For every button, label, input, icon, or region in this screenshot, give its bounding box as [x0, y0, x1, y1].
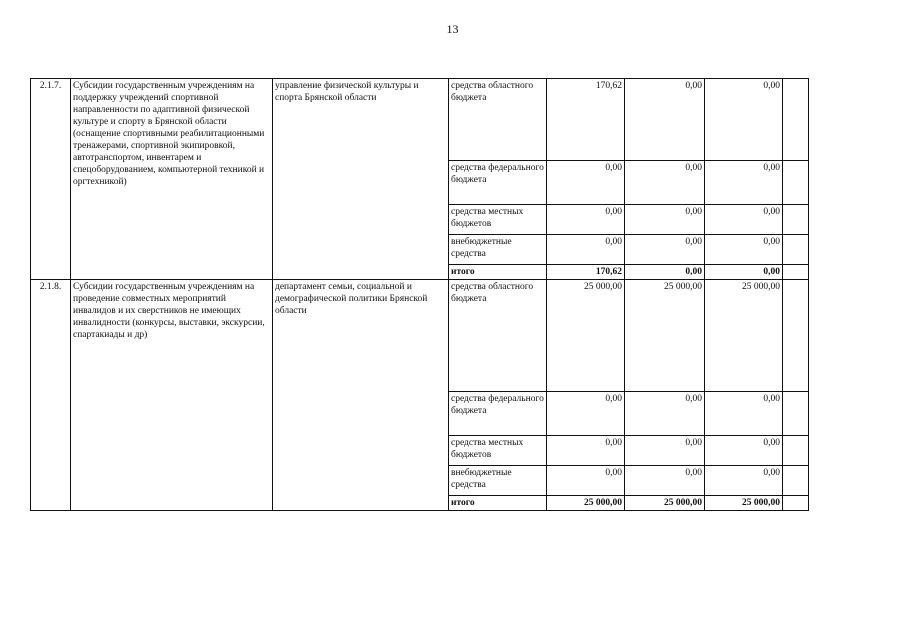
- funding-source-total: итого: [449, 496, 547, 511]
- row-code: 2.1.8.: [31, 280, 71, 511]
- empty-cell: [783, 265, 809, 280]
- value-year-1: 0,00: [547, 392, 625, 436]
- empty-cell: [783, 205, 809, 235]
- value-year-1: 0,00: [547, 205, 625, 235]
- total-year-1: 25 000,00: [547, 496, 625, 511]
- empty-cell: [783, 161, 809, 205]
- total-year-2: 25 000,00: [625, 496, 705, 511]
- page-number: 13: [446, 22, 459, 36]
- funding-source: внебюджетные средства: [449, 235, 547, 265]
- row-code: 2.1.7.: [31, 79, 71, 280]
- value-year-1: 0,00: [547, 161, 625, 205]
- value-year-2: 0,00: [625, 392, 705, 436]
- empty-cell: [783, 79, 809, 161]
- total-year-3: 25 000,00: [705, 496, 783, 511]
- value-year-2: 0,00: [625, 205, 705, 235]
- empty-cell: [783, 392, 809, 436]
- empty-cell: [783, 436, 809, 466]
- value-year-1: 170,62: [547, 79, 625, 161]
- value-year-2: 0,00: [625, 161, 705, 205]
- value-year-1: 0,00: [547, 235, 625, 265]
- value-year-2: 0,00: [625, 436, 705, 466]
- value-year-1: 25 000,00: [547, 280, 625, 392]
- value-year-2: 25 000,00: [625, 280, 705, 392]
- empty-cell: [783, 466, 809, 496]
- row-description: Субсидии государственным учреждениям на поддержку учреждений спортивной направленности по адаптивной физической культуре и спорту в Брянской области (оснащение спортивными реабилитационными тренажерами, спортивной экипировкой, автотранспортом, инвентарем и спецоборудованием, компьютерной техникой и оргтехникой): [71, 79, 273, 280]
- row-executor: департамент семьи, социальной и демографической политики Брянской области: [273, 280, 449, 511]
- total-year-1: 170,62: [547, 265, 625, 280]
- value-year-2: 0,00: [625, 466, 705, 496]
- funding-source: внебюджетные средства: [449, 466, 547, 496]
- empty-cell: [783, 496, 809, 511]
- value-year-3: 0,00: [705, 235, 783, 265]
- value-year-3: 0,00: [705, 436, 783, 466]
- funding-source-total: итого: [449, 265, 547, 280]
- value-year-2: 0,00: [625, 79, 705, 161]
- empty-cell: [783, 280, 809, 392]
- value-year-3: 25 000,00: [705, 280, 783, 392]
- funding-source: средства областного бюджета: [449, 79, 547, 161]
- funding-source: средства федерального бюджета: [449, 392, 547, 436]
- total-year-2: 0,00: [625, 265, 705, 280]
- value-year-3: 0,00: [705, 205, 783, 235]
- value-year-3: 0,00: [705, 79, 783, 161]
- table-row: [31, 79, 809, 161]
- funding-source: средства федерального бюджета: [449, 161, 547, 205]
- value-year-2: 0,00: [625, 235, 705, 265]
- row-description: Субсидии государственным учреждениям на проведение совместных мероприятий инвалидов и их сверстников не имеющих инвалидности (конкурсы, выставки, экскурсии, спартакиады и др): [71, 280, 273, 511]
- value-year-1: 0,00: [547, 436, 625, 466]
- total-year-3: 0,00: [705, 265, 783, 280]
- value-year-1: 0,00: [547, 466, 625, 496]
- budget-table: [30, 78, 809, 511]
- funding-source: средства местных бюджетов: [449, 205, 547, 235]
- table-row: [31, 280, 809, 392]
- row-executor: управление физической культуры и спорта Брянской области: [273, 79, 449, 280]
- value-year-3: 0,00: [705, 161, 783, 205]
- empty-cell: [783, 235, 809, 265]
- value-year-3: 0,00: [705, 392, 783, 436]
- funding-source: средства местных бюджетов: [449, 436, 547, 466]
- funding-source: средства областного бюджета: [449, 280, 547, 392]
- value-year-3: 0,00: [705, 466, 783, 496]
